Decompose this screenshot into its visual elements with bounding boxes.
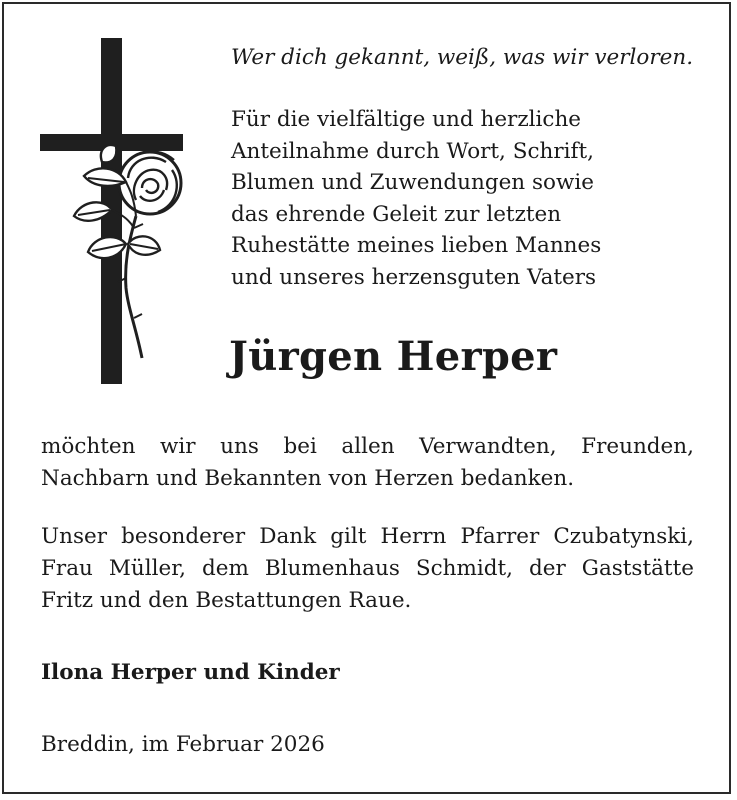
thanks-paragraph — [41, 431, 694, 495]
intro-line: Anteilnahme durch Wort, Schrift, — [231, 138, 594, 164]
thanks-line: Nachbarn und Bekannten von Herzen bedanken. — [41, 465, 575, 491]
special-thanks-paragraph — [41, 521, 694, 616]
place-date: Breddin, im Februar 2026 — [41, 732, 325, 757]
special-thanks-line: Frau Müller, dem Blumenhaus Schmidt, der Gaststätte — [41, 555, 694, 581]
cross-with-rose-icon — [38, 38, 188, 388]
motto: Wer dich gekannt, weiß, was wir verloren. — [231, 45, 694, 70]
intro-line: Für die vielfältige und herzliche — [231, 107, 582, 132]
intro-line: Ruhestätte meines lieben Mannes — [231, 233, 602, 259]
special-thanks-line: Unser besonderer Dank gilt Herrn Pfarrer Czubatynski, — [41, 524, 694, 549]
thanks-line: möchten wir uns bei allen Verwandten, Freunden, — [41, 434, 694, 459]
special-thanks-line: Fritz und den Bestattungen Raue. — [41, 587, 412, 613]
intro-line: und unseres herzensguten Vaters — [231, 264, 597, 290]
intro-line: Blumen und Zuwendungen sowie — [231, 170, 594, 196]
signature: Ilona Herper und Kinder — [41, 660, 340, 685]
intro-line: das ehrende Geleit zur letzten — [231, 201, 562, 227]
intro-text — [231, 104, 701, 294]
deceased-name: Jürgen Herper — [229, 333, 558, 380]
